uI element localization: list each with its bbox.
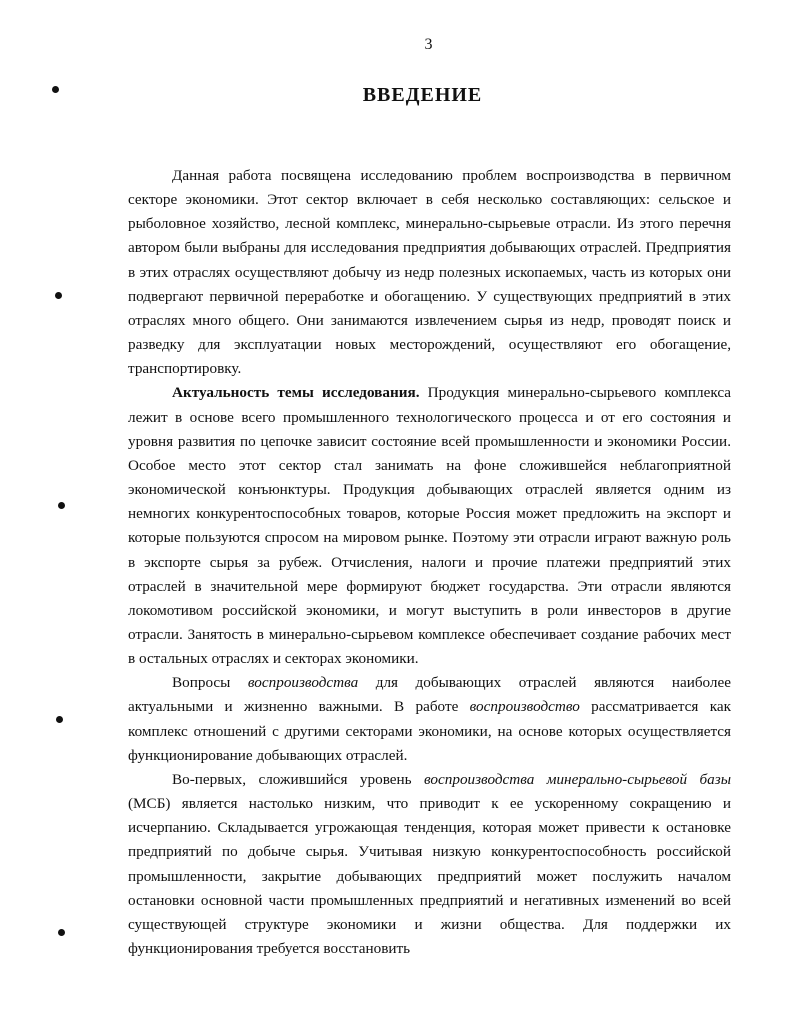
paragraph-intro-text: Данная работа посвящена исследованию проблем воспроизводства в первичном секторе экономики. Этот сектор включает в себя несколько составляющих: сельское и рыболовное хозяйство, лесной комплекс, минерально-сырьевые отрасли. Из этого перечня автором были выбраны для исследования предприятия добывающих отраслей. Предприятия в этих отраслях осуществляют добычу из недр полезных ископаемых, часть из которых они подвергают первичной переработке и обогащению. У существующих предприятий в этих отраслях много общего. Они занимаются извлечением сырья из недр, проводят поиск и разведку для эксплуатации новых месторождений, осуществляют его обогащение, транспортировку. bbox=[128, 167, 731, 378]
binding-hole-mark bbox=[55, 292, 62, 299]
paragraph-reproduction bbox=[128, 671, 731, 768]
paragraph-firstly bbox=[128, 768, 731, 961]
firstly-term: воспроизводства минерально-сырьевой базы bbox=[424, 770, 731, 788]
page-number: 3 bbox=[424, 36, 433, 53]
reproduction-text-b: для добывающих отраслей являются наиболее актуальными и жизненно важными. В работе bbox=[128, 674, 731, 716]
binding-hole-mark bbox=[58, 929, 65, 936]
paragraph-relevance bbox=[128, 381, 731, 671]
firstly-text-a: Во-первых, сложившийся уровень bbox=[172, 770, 425, 788]
reproduction-text-c: рассматривается как комплекс отношений с другими секторами экономики, на основе которых осуществляется функционирование добывающих отраслей. bbox=[128, 698, 731, 764]
paragraph-relevance-text: Продукция минерально-сырьевого комплекса лежит в основе всего промышленного технологического процесса и от его состояния и уровня развития по цепочке зависит состояние всей промышленности и экономики России. Особое место этот сектор стал занимать на фоне сложившейся неблагоприятной экономической конъюнктуры. Продукция добывающих отраслей является одним из немногих конкурентоспособных товаров, которые Россия может предложить на экспорт и которые пользуются спросом на мировом рынке. Поэтому эти отрасли играют важную роль в экспорте сырья за рубеж. Отчисления, налоги и прочие платежи предприятий этих отраслей в значительной мере формируют бюджет государства. Эти отрасли являются локомотивом российской экономики, и могут выступить в роли инвесторов в другие отрасли. Занятость в минерально-сырьевом комплексе обеспечивает создание рабочих мест в остальных отраслях и секторах экономики. bbox=[128, 384, 732, 668]
firstly-text-b: (МСБ) является настолько низким, что приводит к ее ускоренному сокращению и исчерпанию. Складывается угрожающая тенденция, которая может привести к остановке предприятий по добыче сырья. Учитывая низкую конкурентоспособность российской промышленности, закрытие добывающих предприятий может послужить началом остановки основной части промышленных предприятий и негативных изменений во всей существующей структуре экономики и жизни общества. Для поддержки их функционирования требуется восстановить bbox=[128, 795, 731, 957]
binding-hole-mark bbox=[58, 502, 65, 509]
section-title: ВВЕДЕНИЕ bbox=[362, 84, 483, 106]
reproduction-term-1: воспроизводства bbox=[247, 674, 359, 692]
paragraph-intro bbox=[128, 164, 731, 381]
reproduction-text-a: Вопросы bbox=[172, 674, 248, 692]
binding-hole-mark bbox=[56, 716, 63, 723]
body-text bbox=[128, 164, 731, 961]
reproduction-term-2: воспроизводство bbox=[469, 698, 580, 716]
relevance-heading: Актуальность темы исследования. bbox=[172, 384, 420, 402]
